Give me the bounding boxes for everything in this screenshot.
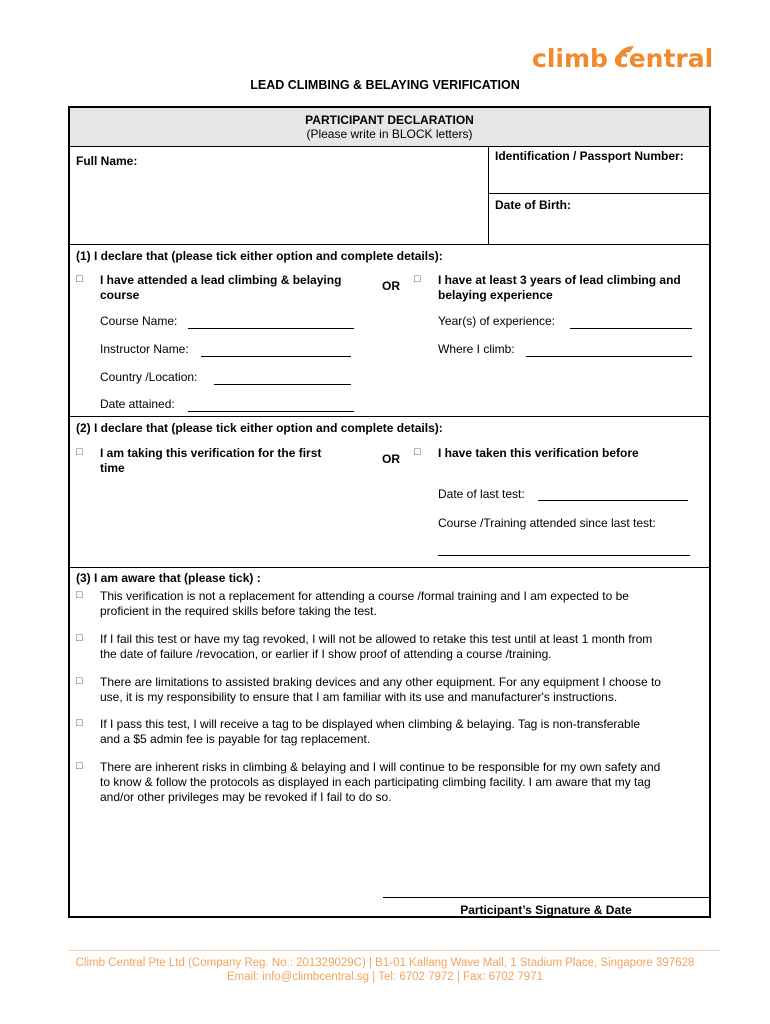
option-line: course: [100, 288, 140, 302]
section3-heading: (3) I am aware that (please tick) :: [76, 571, 261, 585]
checkbox-experience[interactable]: □: [414, 273, 421, 285]
country-field[interactable]: [214, 384, 351, 385]
awareness-item-4: [100, 717, 710, 747]
course-name-field[interactable]: [188, 328, 354, 329]
date-attained-label: Date attained:: [100, 397, 175, 411]
section1-heading: (1) I declare that (please tick either option and complete details):: [76, 249, 443, 263]
document-title: LEAD CLIMBING & BELAYING VERIFICATION: [250, 78, 520, 92]
footer-company-line: Climb Central Pte Ltd (Company Reg. No.: 201329029C) | B1-01 Kallang Wave Mall, 1 Stadium Place, Singapore 397628: [75, 957, 695, 969]
climb-central-logo: [532, 44, 713, 82]
years-experience-field[interactable]: [570, 328, 692, 329]
divider: [488, 193, 709, 194]
awareness-item-1: [100, 589, 710, 619]
divider: [488, 146, 489, 244]
awareness-line: If I fail this test or have my tag revoked, I will not be allowed to retake this test until at least 1 month from: [100, 632, 653, 646]
or-label: OR: [382, 452, 400, 466]
instructor-name-label: Instructor Name:: [100, 342, 189, 356]
awareness-line: There are inherent risks in climbing & belaying and I will continue to be responsible for my own safety and: [100, 760, 661, 774]
awareness-line: proficient in the required skills before taking the test.: [100, 604, 377, 618]
awareness-line: the date of failure /revocation, or earlier if I show proof of attending a course /training.: [100, 647, 552, 661]
awareness-line: If I pass this test, I will receive a tag to be displayed when climbing & belaying. Tag is non-transferable: [100, 717, 641, 731]
course-name-label: Course Name:: [100, 314, 178, 328]
option-line: I have attended a lead climbing & belaying: [100, 273, 342, 287]
full-name-label: Full Name:: [76, 154, 138, 168]
awareness-item-2: [100, 632, 710, 662]
option-line: time: [100, 461, 125, 475]
date-of-birth-label: Date of Birth:: [495, 198, 571, 212]
checkbox-awareness-1[interactable]: □: [76, 589, 83, 601]
awareness-line: to know & follow the protocols as displayed in each participating climbing facility. I am aware that my tag: [100, 775, 651, 789]
instructor-name-field[interactable]: [201, 356, 351, 357]
country-label: Country /Location:: [100, 370, 198, 384]
date-attained-field[interactable]: [188, 411, 354, 412]
awareness-item-3: [100, 675, 710, 705]
awareness-line: There are limitations to assisted braking devices and any other equipment. For any equipment I choose to: [100, 675, 661, 689]
checkbox-first-time[interactable]: □: [76, 446, 83, 458]
awareness-line: and a $5 admin fee is payable for tag replacement.: [100, 732, 371, 746]
signature-field[interactable]: [383, 897, 709, 898]
option-line: I have at least 3 years of lead climbing and: [438, 273, 681, 287]
checkbox-awareness-5[interactable]: □: [76, 760, 83, 772]
option-taken-before: I have taken this verification before: [438, 446, 639, 460]
logo-swoosh-icon: [612, 42, 636, 72]
checkbox-taken-before[interactable]: □: [414, 446, 421, 458]
divider: [70, 567, 709, 568]
option-experience: [438, 273, 681, 303]
course-training-field[interactable]: [438, 555, 690, 556]
years-experience-label: Year(s) of experience:: [438, 314, 555, 328]
checkbox-awareness-3[interactable]: □: [76, 675, 83, 687]
divider: [70, 416, 709, 417]
awareness-item-5: [100, 760, 710, 805]
date-last-test-field[interactable]: [538, 500, 688, 501]
awareness-line: use, it is my responsibility to ensure that I am familiar with its use and manufacturer's instructions.: [100, 690, 618, 704]
footer-contact-line: Email: info@climbcentral.sg | Tel: 6702 7972 | Fax: 6702 7971: [227, 971, 543, 983]
logo-text-central: central: [613, 44, 714, 73]
where-climb-label: Where I climb:: [438, 342, 515, 356]
checkbox-awareness-2[interactable]: □: [76, 632, 83, 644]
date-last-test-label: Date of last test:: [438, 487, 525, 501]
option-attended-course: [100, 273, 341, 303]
option-first-time: [100, 446, 321, 476]
awareness-line: and/or other privileges may be revoked if I fail to do so.: [100, 790, 392, 804]
divider: [70, 146, 709, 147]
or-label: OR: [382, 279, 400, 293]
declaration-form: [68, 106, 711, 918]
id-passport-label: Identification / Passport Number:: [495, 149, 684, 163]
option-line: belaying experience: [438, 288, 553, 302]
signature-label: Participant’s Signature & Date: [460, 903, 632, 917]
section2-heading: (2) I declare that (please tick either option and complete details):: [76, 421, 443, 435]
form-header-subtitle: (Please write in BLOCK letters): [306, 127, 473, 141]
divider: [70, 244, 709, 245]
awareness-line: This verification is not a replacement for attending a course /formal training and I am expected to be: [100, 589, 629, 603]
where-climb-field[interactable]: [526, 356, 692, 357]
checkbox-awareness-4[interactable]: □: [76, 717, 83, 729]
form-header-title: PARTICIPANT DECLARATION: [305, 113, 474, 127]
footer-divider: [68, 950, 720, 951]
course-training-label: Course /Training attended since last test:: [438, 516, 656, 530]
logo-text-climb: climb: [532, 44, 608, 73]
checkbox-attended-course[interactable]: □: [76, 273, 83, 285]
option-line: I am taking this verification for the first: [100, 446, 322, 460]
